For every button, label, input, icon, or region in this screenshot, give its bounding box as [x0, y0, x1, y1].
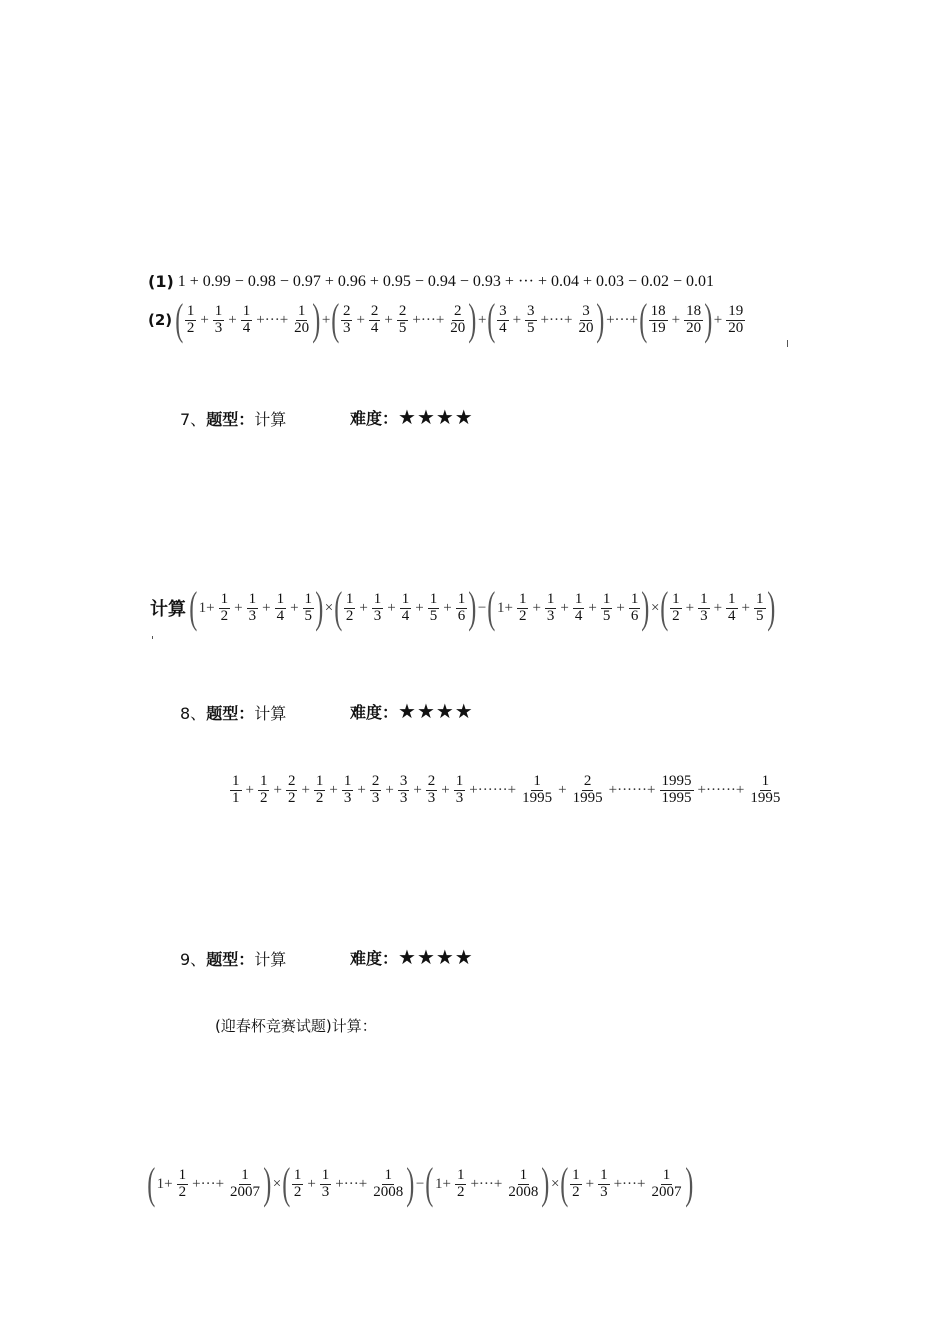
problem-9-expression: ( 1+ $\frac{1}{2}$ +···+ $\frac{1}{2007}$ ) × ( $\frac{1}{2}$ + $\frac{1}{3}$ +···+ $\frac{1}{2008}$ ) − ( 1+ $\frac{1}{2}$ +···+ $\frac{1}{2008}$ ) × ( $\frac{1}{2}$ + $\frac{1}{3}$ +···+ $\frac{1}{2007}$ ): [147, 1159, 693, 1208]
problem-number: 9、: [180, 950, 207, 969]
part-label: (1): [148, 272, 174, 291]
problem-9-difficulty: [350, 945, 474, 969]
problem-9-source-note: (迎春杯竞赛试题)计算：: [215, 1017, 377, 1035]
difficulty-label: 难度：: [350, 703, 399, 722]
problem-6-part-1: [148, 272, 714, 291]
decimal-expression: 1 + 0.99 − 0.98 − 0.97 + 0.96 + 0.95 − 0.94 − 0.93 + ··· + 0.04 + 0.03 − 0.02 − 0.01: [177, 272, 715, 290]
difficulty-label: 难度：: [350, 949, 399, 968]
difficulty-stars: ★★★★: [398, 405, 474, 429]
problem-number: 7、: [180, 410, 207, 429]
problem-number: 8、: [180, 704, 207, 723]
difficulty-stars: ★★★★: [398, 945, 474, 969]
difficulty-stars: ★★★★: [398, 699, 474, 723]
type-value: 计算: [254, 950, 287, 969]
type-label: 题型：: [206, 704, 255, 723]
type-value: 计算: [254, 410, 287, 429]
compute-label: 计算: [150, 599, 186, 620]
problem-7-difficulty: [350, 405, 474, 429]
type-label: 题型：: [206, 950, 255, 969]
problem-8-expression: $\frac{1}{1}$ + $\frac{1}{2}$ + $\frac{2}{2}$ + $\frac{1}{2}$ + $\frac{1}{3}$ + $\frac{2}{3}$ + $\frac{3}{3}$ + $\frac{2}{3}$ + $\frac{1}{3}$ +······+ $\frac{1}{1995}$ + $\frac{2}{1995}$ +······+ $\frac{1995}{1995}$ +······+ $\frac{1}{1995}$: [232, 773, 781, 806]
problem-8-difficulty: [350, 699, 474, 723]
part-label: (2): [148, 311, 173, 329]
cursor-mark: [787, 340, 788, 347]
type-label: 题型：: [206, 410, 255, 429]
problem-7-expression: 计算 ( 1+ $\frac{1}{2}$ + $\frac{1}{3}$ + $\frac{1}{4}$ + $\frac{1}{5}$ ) × ( $\frac{1}{2}$ + $\frac{1}{3}$ + $\frac{1}{4}$ + $\frac{1}{5}$ + $\frac{1}{6}$ ) − ( 1+ $\frac{1}{2}$ + $\frac{1}{3}$ + $\frac{1}{4}$ + $\frac{1}{5}$ + $\frac{1}{6}$ ) × ( $\frac{1}{2}$ + $\frac{1}{3}$ + $\frac{1}{4}$ + $\frac{1}{5}$ ): [150, 583, 775, 632]
difficulty-label: 难度：: [350, 409, 399, 428]
problem-8-header: [180, 701, 286, 724]
problem-6-part-2: (2) ( $\frac{1}{2}$ + $\frac{1}{3}$ + $\frac{1}{4}$ +···+ $\frac{1}{20}$ ) + ( $\frac{2}{3}$ + $\frac{2}{4}$ + $\frac{2}{5}$ +···+ $\frac{2}{20}$ ) + ( $\frac{3}{4}$ + $\frac{3}{5}$ +···+ $\frac{3}{20}$ ) +···+ ( $\frac{18}{19}$ + $\frac{18}{20}$ ) + $\frac{19}{20}$: [148, 295, 744, 344]
problem-7-header: [180, 407, 286, 430]
problem-9-header: [180, 947, 286, 970]
cursor-mark: [152, 636, 153, 639]
type-value: 计算: [254, 704, 287, 723]
